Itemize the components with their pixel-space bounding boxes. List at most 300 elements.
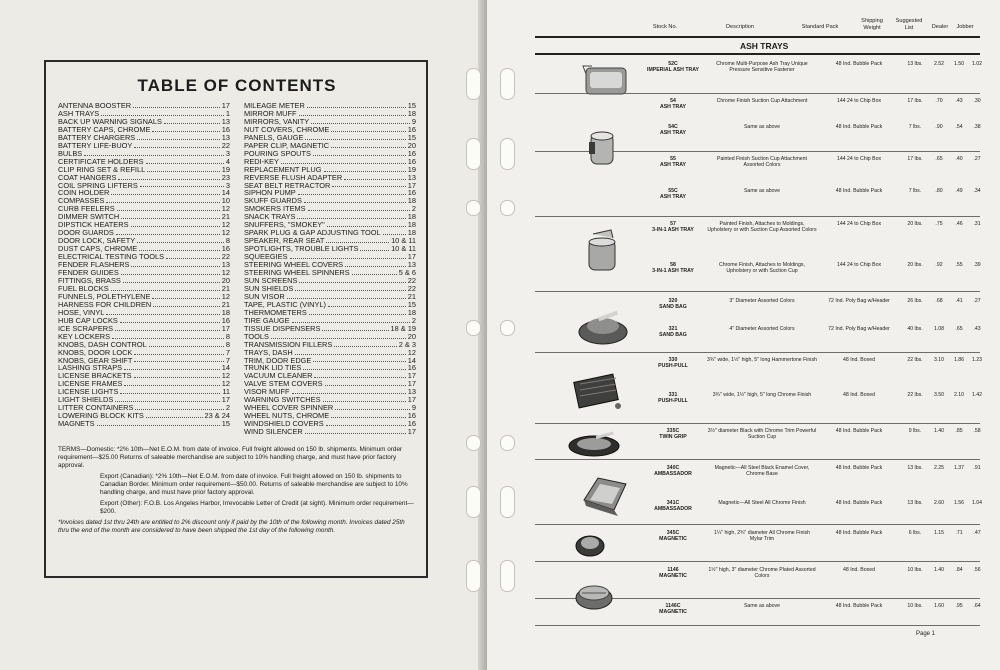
toc-leader-dots — [115, 396, 219, 402]
toc-entry-label: SUN SHIELDS — [244, 283, 294, 293]
product-description: Magnetic—All Steel Black Enamel Cover, Chrome Base — [714, 465, 810, 478]
twin-grip-photo — [566, 430, 622, 462]
toc-entry-label: DUST CAPS, CHROME — [58, 244, 138, 254]
toc-entry-label: TIRE GAUGE — [244, 315, 290, 325]
suggested-list-price: .80 — [935, 188, 943, 194]
header-jobber: Jobber — [956, 24, 974, 30]
toc-leader-dots — [328, 301, 406, 307]
toc-leader-dots — [118, 174, 219, 180]
toc-entry-label: VISOR MUFF — [244, 387, 290, 397]
toc-leader-dots — [123, 277, 220, 283]
toc-entry-page: 15 — [221, 419, 230, 429]
toc-entry-label: LICENSE LIGHTS — [58, 387, 119, 397]
toc-leader-dots — [111, 189, 219, 195]
shipping-weight: 13 lbs. — [907, 500, 923, 506]
toc-entry-label: COIN HOLDER — [58, 188, 110, 198]
shipping-weight: 26 lbs. — [907, 298, 923, 304]
suggested-list-price: 1.15 — [933, 530, 945, 536]
toc-entry-page: 21 — [221, 283, 230, 293]
toc-leader-dots — [124, 364, 220, 370]
dealer-price: .85 — [955, 428, 963, 434]
product-description: 3¾" wide, 1½" high, 5" long Hammertone Finish — [707, 357, 817, 363]
toc-leader-dots — [287, 293, 406, 299]
product-description: 1¼" high, 2¾" diameter All Chrome Finish Mylar Trim — [714, 530, 810, 543]
toc-entry-page: 12 — [221, 379, 230, 389]
toc-entry-page: 22 — [221, 140, 230, 150]
dealer-price: .54 — [955, 124, 963, 130]
toc-entry-page: 12 — [221, 220, 230, 230]
toc-leader-dots — [311, 118, 410, 124]
toc-entry-label: DIPSTICK HEATERS — [58, 220, 129, 230]
toc-entry-page: 16 — [407, 188, 416, 198]
toc-title: TABLE OF CONTENTS — [137, 76, 337, 95]
toc-entry-label: COIL SPRING LIFTERS — [58, 180, 138, 190]
toc-entry-page: 2 — [225, 403, 230, 413]
toc-entry-page: 17 — [407, 180, 416, 190]
toc-leader-dots — [281, 158, 406, 164]
row-separator — [535, 423, 980, 424]
toc-entry-label: LITTER CONTAINERS — [58, 403, 134, 413]
toc-entry-label: KNOBS, DOOR LOCK — [58, 347, 133, 357]
terms-domestic: TERMS—Domestic: *2% 10th—Net E.O.M. from date of invoice. Full freight allowed on 150 lb. shipments. Minimum order requirement—$25.00 Returns of saleable merchandise are subject to 10% handling charge, and must have prior factory approval. — [58, 446, 403, 470]
toc-entry-label: REDI-KEY — [244, 156, 279, 166]
dealer-price: .41 — [955, 298, 963, 304]
toc-entry-page: 12 — [221, 204, 230, 214]
toc-entry — [244, 428, 416, 436]
section-rule — [535, 53, 980, 55]
punch-hole — [500, 560, 515, 592]
toc-entry-page: 13 — [407, 387, 416, 397]
toc-entry-page: 7 — [225, 355, 230, 365]
toc-leader-dots — [383, 229, 406, 235]
toc-entry-page: 23 — [221, 172, 230, 182]
standard-pack: 48 Ind. Bubble Pack — [835, 188, 883, 194]
toc-leader-dots — [297, 213, 405, 219]
toc-entry-label: CLIP RING SET & REFILL — [58, 164, 146, 174]
standard-pack: 48 Ind. Bubble Pack — [835, 465, 883, 471]
toc-entry-label: LIGHT SHIELDS — [58, 395, 114, 405]
toc-entry-label: ICE SCRAPERS — [58, 323, 114, 333]
toc-entry-page: 22 — [407, 275, 416, 285]
toc-entry-label: SEAT BELT RETRACTOR — [244, 180, 331, 190]
product-description: 3¾" wide, 1½" high, 5" long Chrome Finish — [712, 392, 812, 398]
toc-entry-label: REPLACEMENT PLUG — [244, 164, 322, 174]
product-description: 1½" high, 3" diameter Chrome Plated Assorted Colors — [708, 567, 816, 580]
jobber-price: .58 — [973, 428, 981, 434]
toc-entry-page: 13 — [221, 260, 230, 270]
ambassador-photo — [578, 470, 632, 520]
jobber-price: .31 — [973, 221, 981, 227]
dealer-price: .71 — [955, 530, 963, 536]
stock-number: 320 SAND BAG — [659, 298, 687, 311]
punch-hole — [500, 435, 515, 451]
toc-entry-page: 15 — [407, 299, 416, 309]
dealer-price: .40 — [955, 156, 963, 162]
toc-leader-dots — [121, 269, 220, 275]
toc-entry-page: 18 — [407, 212, 416, 222]
toc-entry-page: 13 — [407, 172, 416, 182]
toc-entry-page: 8 — [225, 339, 230, 349]
toc-entry-page: 13 — [221, 116, 230, 126]
toc-entry-label: BULBS — [58, 148, 83, 158]
toc-entry-page: 18 & 19 — [390, 323, 416, 333]
toc-entry-page: 17 — [407, 395, 416, 405]
stock-number: 331 PUSH-PULL — [658, 392, 688, 405]
toc-entry-page: 12 — [221, 291, 230, 301]
jobber-price: .38 — [973, 124, 981, 130]
dealer-price: 1.86 — [953, 357, 965, 363]
toc-entry-page: 13 — [407, 260, 416, 270]
header-dealer: Dealer — [931, 24, 949, 30]
stock-number: 335C TWIN GRIP — [659, 428, 687, 441]
dealer-price: .43 — [955, 98, 963, 104]
toc-entry-page: 21 — [407, 291, 416, 301]
header-standard-pack: Standard Pack — [801, 24, 839, 30]
toc-leader-dots — [152, 293, 219, 299]
toc-entry-label: POURING SPOUTS — [244, 148, 311, 158]
toc-entry-label: SPEAKER, REAR SEAT — [244, 236, 325, 246]
jobber-price: .64 — [973, 603, 981, 609]
toc-entry-label: STEERING WHEEL SPINNERS — [244, 268, 350, 278]
toc-leader-dots — [332, 182, 405, 188]
suggested-list-price: .70 — [935, 98, 943, 104]
toc-entry-label: FENDER GUIDES — [58, 268, 119, 278]
shipping-weight: 20 lbs. — [907, 262, 923, 268]
suggested-list-price: 1.60 — [933, 603, 945, 609]
toc-leader-dots — [290, 253, 406, 259]
toc-leader-dots — [326, 237, 389, 243]
toc-leader-dots — [299, 110, 406, 116]
shipping-weight: 17 lbs. — [907, 156, 923, 162]
toc-entry-page: 2 — [411, 204, 416, 214]
toc-entry-label: KNOBS, GEAR SHIFT — [58, 355, 133, 365]
toc-entry-label: SNUFFERS, "SMOKEY" — [244, 220, 325, 230]
toc-leader-dots — [117, 205, 220, 211]
table-of-contents — [44, 60, 428, 578]
toc-leader-dots — [134, 357, 224, 363]
suggested-list-price: .92 — [935, 262, 943, 268]
toc-leader-dots — [334, 341, 396, 347]
ash-tray-suction-photo — [585, 128, 619, 172]
toc-entry-label: WIND SILENCER — [244, 427, 303, 437]
toc-entry-label: TRAYS, DASH — [244, 347, 293, 357]
toc-entry-page: 9 — [411, 403, 416, 413]
toc-entry-page: 7 — [225, 347, 230, 357]
toc-leader-dots — [313, 357, 405, 363]
standard-pack: 48 Ind. Bubble Pack — [835, 61, 883, 67]
toc-entry-label: VALVE STEM COVERS — [244, 379, 323, 389]
standard-pack: 144 24 to Chip Box — [836, 98, 882, 104]
toc-entry-page: 14 — [221, 363, 230, 373]
toc-column-right — [244, 102, 416, 436]
toc-leader-dots — [116, 229, 220, 235]
toc-entry-page: 2 — [411, 315, 416, 325]
dealer-price: 2.10 — [953, 392, 965, 398]
toc-entry-label: THERMOMETERS — [244, 307, 307, 317]
toc-leader-dots — [140, 182, 224, 188]
toc-entry-label: LOWERING BLOCK KITS — [58, 411, 144, 421]
toc-entry-page: 10 & 11 — [391, 236, 416, 246]
toc-entry-page: 17 — [221, 323, 230, 333]
dealer-price: .55 — [955, 262, 963, 268]
toc-entry-label: TRIM, DOOR EDGE — [244, 355, 312, 365]
toc-leader-dots — [134, 349, 224, 355]
header-description: Description — [726, 24, 754, 30]
toc-entry-label: CERTIFICATE HOLDERS — [58, 156, 144, 166]
jobber-price: .34 — [973, 188, 981, 194]
toc-entry-page: 18 — [407, 228, 416, 238]
product-description: Painted Finish Suction Cup Attachment Assorted Colors — [717, 156, 807, 169]
toc-entry-page: 20 — [221, 275, 230, 285]
product-description: Chrome Finish Suction Cup Attachment — [716, 98, 808, 104]
toc-leader-dots — [124, 380, 219, 386]
toc-leader-dots — [352, 269, 397, 275]
stock-number: 340C AMBASSADOR — [654, 465, 692, 478]
toc-entry-label: PAPER CLIP, MAGNETIC — [244, 140, 330, 150]
terms-invoice-note: *Invoices dated 1st thru 24th are entitled to 2% discount only if paid by the 10th of the following month. Invoices dated 25th thru the end of the month are considered to have been shipped the 1st day of the following month. — [58, 519, 405, 535]
punch-hole — [466, 138, 481, 170]
toc-leader-dots — [304, 197, 406, 203]
ash-tray-3in1-photo — [583, 228, 623, 274]
toc-entry-page: 20 — [407, 140, 416, 150]
toc-entry-label: BATTERY CHARGERS — [58, 132, 136, 142]
stock-number: 341C AMBASSADOR — [654, 500, 692, 513]
toc-entry-label: SPARK PLUG & GAP ADJUSTING TOOL — [244, 228, 381, 238]
suggested-list-price: 2.25 — [933, 465, 945, 471]
toc-entry-page: 18 — [221, 307, 230, 317]
jobber-price: 1.23 — [971, 357, 983, 363]
toc-entry-label: BATTERY CAPS, CHROME — [58, 124, 151, 134]
standard-pack: 48 Ind. Bubble Pack — [835, 428, 883, 434]
suggested-list-price: 2.60 — [933, 500, 945, 506]
product-description: 3½" diameter Black with Chrome Trim Powerful Suction Cup — [707, 428, 817, 441]
toc-leader-dots — [344, 174, 406, 180]
toc-leader-dots — [131, 261, 219, 267]
toc-entry-page: 2 & 3 — [398, 339, 416, 349]
toc-leader-dots — [295, 349, 406, 355]
toc-entry-label: WHEEL COVER SPINNER — [244, 403, 334, 413]
toc-leader-dots — [307, 102, 406, 108]
shipping-weight: 7 lbs. — [908, 124, 922, 130]
toc-column-left — [58, 102, 230, 436]
magnetic-1146-photo — [572, 578, 616, 612]
punch-hole — [500, 486, 515, 518]
suggested-list-price: 1.40 — [933, 567, 945, 573]
toc-entry-page: 9 — [411, 116, 416, 126]
toc-entry-label: ANTENNA BOOSTER — [58, 101, 132, 110]
toc-entry-label: VACUUM CLEANER — [244, 371, 313, 381]
toc-leader-dots — [120, 388, 220, 394]
dealer-price: .95 — [955, 603, 963, 609]
toc-entry-label: MIRRORS, VANITY — [244, 116, 310, 126]
jobber-price: 1.04 — [971, 500, 983, 506]
toc-leader-dots — [97, 420, 220, 426]
toc-leader-dots — [313, 150, 406, 156]
suggested-list-price: .65 — [935, 156, 943, 162]
toc-entry-page: 4 — [225, 156, 230, 166]
product-description: Chrome Multi-Purpose Ash Tray Unique Pressure Sensitive Fastener — [716, 61, 808, 74]
toc-entry-page: 22 — [221, 252, 230, 262]
toc-entry-label: COMPASSES — [58, 196, 105, 206]
stock-number: 55C ASH TRAY — [659, 188, 687, 201]
ash-tray-imperial-photo — [582, 58, 632, 100]
toc-entry-label: TRUNK LID TIES — [244, 363, 302, 373]
row-separator — [535, 216, 980, 217]
punch-hole — [466, 486, 481, 518]
punch-hole — [466, 560, 481, 592]
toc-leader-dots — [308, 205, 410, 211]
row-separator — [535, 524, 980, 525]
shipping-weight: 22 lbs. — [907, 392, 923, 398]
toc-leader-dots — [323, 396, 406, 402]
standard-pack: 144 24 to Chip Box — [836, 221, 882, 227]
toc-entry-page: 10 & 11 — [391, 244, 416, 254]
shipping-weight: 9 lbs. — [908, 428, 922, 434]
suggested-list-price: 2.52 — [933, 61, 945, 67]
toc-entry-label: WARNING SWITCHES — [244, 395, 321, 405]
toc-entry-label: WINDSHIELD COVERS — [244, 419, 324, 429]
sand-bag-photo — [576, 306, 630, 348]
toc-entry-page: 3 — [225, 148, 230, 158]
toc-leader-dots — [331, 412, 406, 418]
jobber-price: .47 — [973, 530, 981, 536]
toc-entry-label: DOOR LOCK, SAFETY — [58, 236, 136, 246]
toc-entry-page: 5 & 6 — [398, 268, 416, 278]
toc-entry — [58, 420, 230, 428]
toc-leader-dots — [84, 150, 224, 156]
toc-entry-page: 16 — [221, 124, 230, 134]
toc-entry-label: HARNESS FOR CHILDREN — [58, 299, 152, 309]
toc-leader-dots — [345, 261, 406, 267]
toc-entry-page: 8 — [225, 331, 230, 341]
toc-entry-page: 17 — [407, 371, 416, 381]
toc-leader-dots — [271, 333, 406, 339]
toc-entry-page: 12 — [221, 228, 230, 238]
toc-leader-dots — [135, 404, 223, 410]
toc-leader-dots — [295, 285, 405, 291]
toc-leader-dots — [139, 245, 220, 251]
toc-entry-label: LASHING STRAPS — [58, 363, 123, 373]
toc-entry-page: 12 — [221, 268, 230, 278]
toc-entry-label: HUB CAP LOCKS — [58, 315, 118, 325]
punch-hole — [466, 68, 481, 100]
stock-number: 1146C MAGNETIC — [659, 603, 687, 616]
punch-hole — [500, 68, 515, 100]
suggested-list-price: .68 — [935, 298, 943, 304]
toc-entry-label: BACK UP WARNING SIGNALS — [58, 116, 162, 126]
toc-entry-page: 10 — [221, 196, 230, 206]
toc-entry-page: 3 — [225, 180, 230, 190]
toc-entry-label: FUEL BLOCKS — [58, 283, 109, 293]
row-separator — [535, 291, 980, 292]
stock-number: 52C IMPERIAL ASH TRAY — [647, 61, 699, 74]
standard-pack: 48 Ind. Boxed — [842, 357, 875, 363]
shipping-weight: 10 lbs. — [907, 603, 923, 609]
header-rule — [535, 36, 980, 38]
punch-hole — [466, 320, 481, 336]
jobber-price: .56 — [973, 567, 981, 573]
product-description: Same as above — [743, 124, 781, 130]
toc-leader-dots — [147, 166, 220, 172]
toc-entry-page: 11 — [222, 387, 230, 397]
toc-entry-label: MILEAGE METER — [244, 101, 305, 110]
punch-hole — [466, 200, 481, 216]
product-description: Magnetic—All Steel All Chrome Finish — [718, 500, 806, 506]
toc-leader-dots — [360, 245, 389, 251]
toc-leader-dots — [305, 428, 406, 434]
toc-entry-label: PANELS, GAUGE — [244, 132, 304, 142]
toc-leader-dots — [322, 325, 388, 331]
punch-hole — [466, 435, 481, 451]
toc-entry-label: FUNNELS, POLETHYLENE — [58, 291, 151, 301]
toc-leader-dots — [305, 134, 405, 140]
stock-number: 1146 MAGNETIC — [659, 567, 687, 580]
suggested-list-price: 3.50 — [933, 392, 945, 398]
toc-entry-page: 19 — [407, 164, 416, 174]
stock-number: 55 ASH TRAY — [659, 156, 687, 169]
dealer-price: 1.50 — [953, 61, 965, 67]
toc-leader-dots — [324, 166, 406, 172]
toc-leader-dots — [164, 118, 220, 124]
shipping-weight: 20 lbs. — [907, 221, 923, 227]
toc-entry-page: 1 — [225, 108, 230, 118]
toc-entry-page: 16 — [407, 411, 416, 421]
jobber-price: .30 — [973, 98, 981, 104]
standard-pack: 48 Ind. Bubble Pack — [835, 124, 883, 130]
toc-entry-label: SQUEEGIES — [244, 252, 288, 262]
toc-entry-page: 14 — [407, 355, 416, 365]
toc-leader-dots — [325, 380, 406, 386]
shipping-weight: 22 lbs. — [907, 357, 923, 363]
product-description: Same as above — [743, 188, 781, 194]
toc-entry-page: 23 & 24 — [204, 411, 230, 421]
jobber-price: 1.02 — [971, 61, 983, 67]
toc-entry-label: BATTERY LIFE-BUOY — [58, 140, 133, 150]
toc-leader-dots — [299, 277, 405, 283]
toc-entry-label: SIPHON PUMP — [244, 188, 296, 198]
toc-entry-label: FITTINGS, BRASS — [58, 275, 121, 285]
toc-entry-label: SPOTLIGHTS, TROUBLE LIGHTS — [244, 244, 359, 254]
toc-entry-label: TRANSMISSION FILLERS — [244, 339, 333, 349]
header-stock-no: Stock No. — [652, 24, 678, 30]
toc-leader-dots — [309, 309, 406, 315]
standard-pack: 48 Ind. Bubble Pack — [835, 603, 883, 609]
toc-entry-page: 16 — [221, 244, 230, 254]
stock-number: 54 ASH TRAY — [659, 98, 687, 111]
toc-leader-dots — [298, 189, 406, 195]
toc-entry-label: REVERSE FLUSH ADAPTER — [244, 172, 343, 182]
toc-entry-label: SKUFF GUARDS — [244, 196, 302, 206]
row-separator — [535, 625, 980, 626]
toc-entry-page: 21 — [221, 212, 230, 222]
toc-leader-dots — [292, 388, 406, 394]
toc-leader-dots — [314, 372, 405, 378]
toc-entry-page: 20 — [407, 331, 416, 341]
terms-export-canadian: Export (Canadian): *2% 10th—Net E.O.M. from date of invoice. Full freight allowed on 150 lb. shipments to Canadian Border. Minimum order requirement—$50.00. Returns of saleable merchandise are subject to 10% handling charge, and must have prior factory approval. — [100, 473, 408, 497]
toc-entry-label: ELECTRICAL TESTING TOOLS — [58, 252, 165, 262]
toc-entry-page: 18 — [407, 220, 416, 230]
toc-entry-page: 16 — [221, 315, 230, 325]
stock-number: 345C MAGNETIC — [659, 530, 687, 543]
toc-leader-dots — [146, 158, 224, 164]
toc-leader-dots — [166, 253, 220, 259]
toc-entry-page: 19 — [221, 164, 230, 174]
stock-number: 321 SAND BAG — [659, 326, 687, 339]
toc-entry-label: SUN SCREENS — [244, 275, 298, 285]
toc-entry-label: HOSE, VINYL — [58, 307, 105, 317]
toc-leader-dots — [112, 333, 224, 339]
toc-leader-dots — [335, 404, 410, 410]
